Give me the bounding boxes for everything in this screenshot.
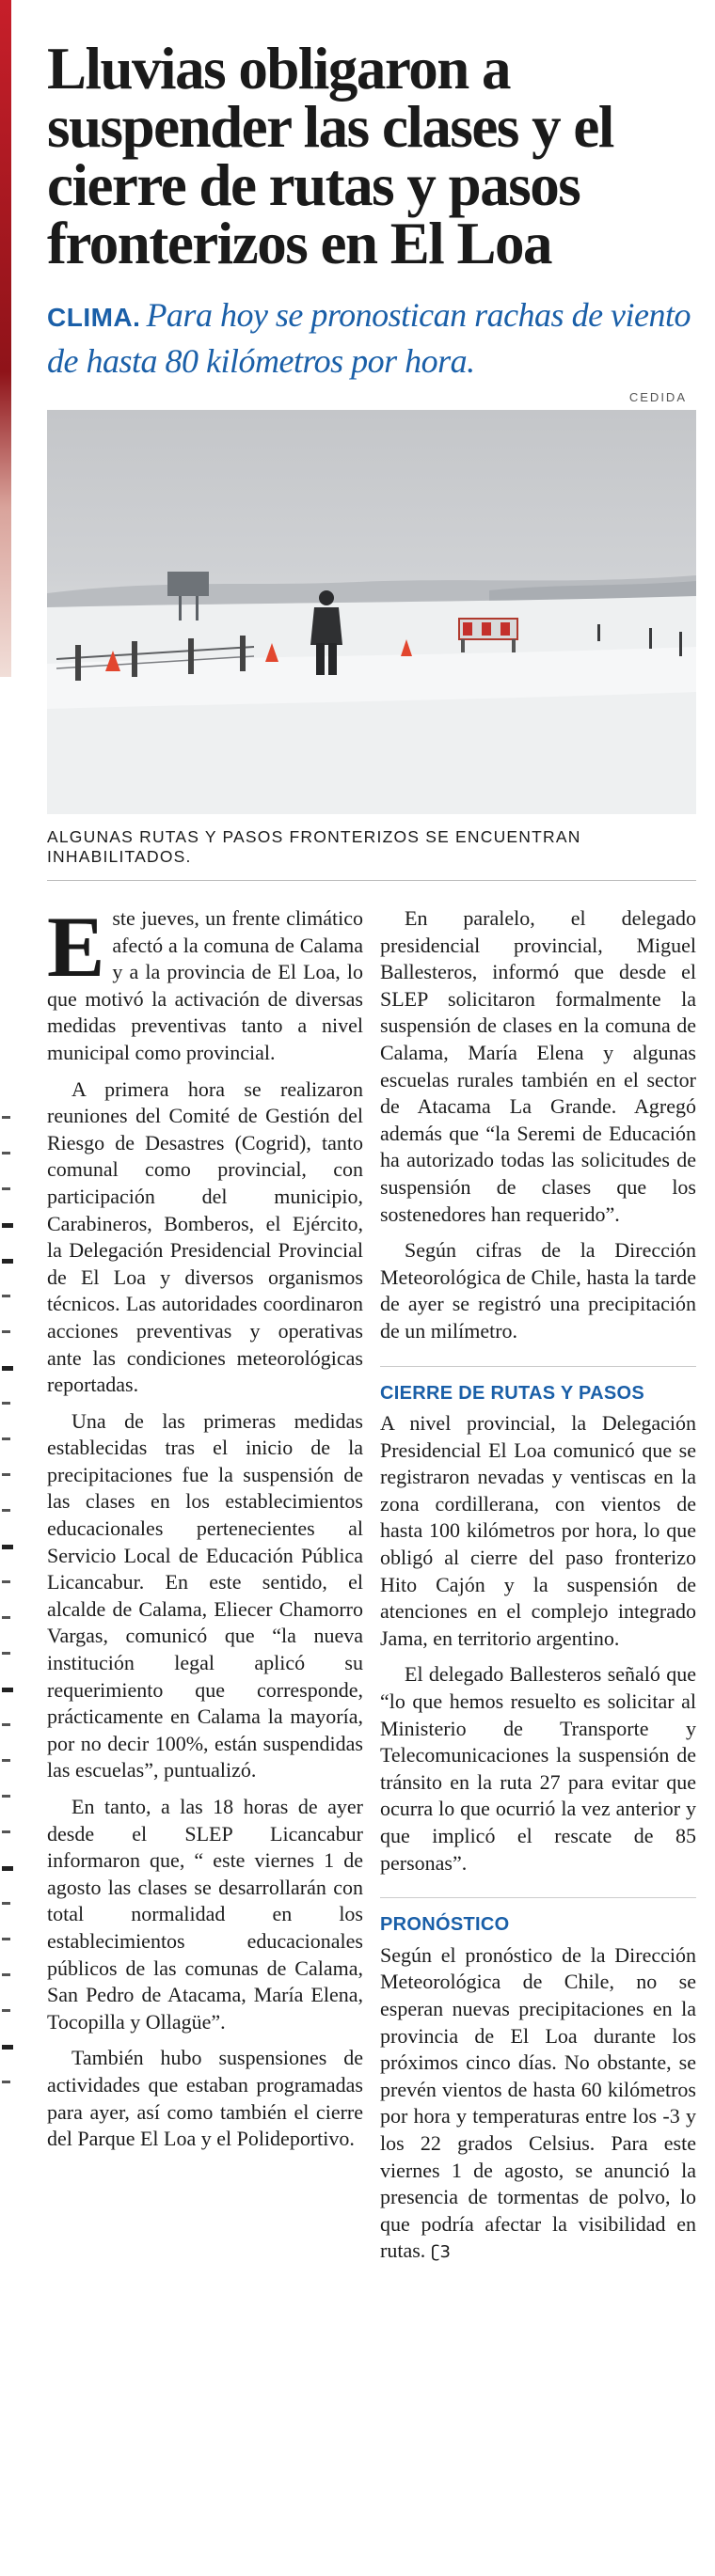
photo-credit: CEDIDA [628, 390, 687, 404]
body-column-right [380, 905, 696, 2276]
neighbor-article-fragment [0, 0, 21, 2576]
body-column-left [47, 899, 363, 2276]
paragraph-1 [47, 899, 363, 1067]
paragraph-10 [380, 1942, 696, 2267]
paragraph-1-text: ste jueves, un frente climático afectó a la comuna de Calama y a la provincia de El Loa, lo que motivó la activación de diversas medidas preventivas tanto a nivel municipal como provincial. [47, 906, 363, 1064]
sign-pole-left [179, 596, 182, 620]
paragraph-3: Una de las primeras medidas establecidas tras el inicio de la precipitaciones fue la suspensión de las clases en los establecimientos educacionales pertenecientes al Servicio Local de Educación Pública Licancabur. En este sentido, el alcalde de Calama, Eliecer Chamorro Vargas, comunicó que “la nueva institución legal aplicó su requerimiento que corresponde, prácticamente en Calama la mayoría, por no decir 100%, están suspendidas las escuelas”, puntualizó. [47, 1408, 363, 1783]
neighbor-text-fragments [2, 1109, 17, 2116]
road-sign [167, 572, 209, 596]
paragraph-6: En paralelo, el delegado presidencial provincial, Miguel Ballesteros, informó que desde el SLEP solicitaron formalmente la suspensión de clases en la comuna de Calama, María Elena y algunas escuelas rurales también en el sector de Atacama La Grande. Agregó además que “la Seremi de Educación ha autorizado todas las solicitudes de suspensión de clases que los sostenedores han requerido”. [380, 906, 696, 1226]
neighbor-photo-fragment [0, 0, 11, 677]
paragraph-5: También hubo suspensiones de actividades que estaban programadas para ayer, así como también el cierre del Parque El Loa y el Polideportivo. [47, 2046, 363, 2151]
kicker-text: Para hoy se pronostican rachas de viento de hasta 80 kilómetros por hora. [47, 296, 691, 380]
subhead-road-closures: CIERRE DE RUTAS Y PASOS [380, 1366, 696, 1407]
photo-illustration [47, 410, 696, 814]
headline: Lluvias obligaron a suspender las clases y el cierre de rutas y pasos fronterizos en El Loa [47, 36, 613, 276]
news-article [47, 0, 696, 2276]
photo-caption: ALGUNAS RUTAS Y PASOS FRONTERIZOS SE ENCUENTRAN INHABILITADOS. [47, 827, 696, 881]
sign-pole-right [196, 596, 199, 620]
subhead-forecast: PRONÓSTICO [380, 1897, 696, 1939]
end-mark-icon: ʗ3 [431, 2242, 451, 2263]
paragraph-9: El delegado Ballesteros señaló que “lo que hemos resuelto es solicitar al Ministerio de Transporte y Telecomunicaciones la suspensión de tránsito en la ruta 27 para evitar que ocurra lo que ocurrió la vez anterior y que implicó el rescate de 85 personas”. [380, 1662, 696, 1875]
kicker-tag: CLIMA. [47, 303, 141, 332]
paragraph-2: A primera hora se realizaron reuniones del Comité de Gestión del Riesgo de Desastres (Cogrid), tanto comunal como provincial, con participación del municipio, Carabineros, Bomberos, el Ejército, la Delegación Presidencial Provincial de El Loa y diversos organismos técnicos. Las autoridades coordinaron acciones preventivas y operativas ante las condiciones meteorológicas reportadas. [47, 1076, 363, 1397]
snow-road-photo [47, 410, 696, 814]
dropcap: E [47, 899, 105, 995]
paragraph-7: Según cifras de la Dirección Meteorológica de Chile, hasta la tarde de ayer se registró una precipitación de un milímetro. [380, 1238, 696, 1343]
paragraph-10-text: Según el pronóstico de la Dirección Meteorológica de Chile, no se esperan nuevas precipitaciones en la provincia de El Loa durante los próximos cinco días. No obstante, se prevén vientos de hasta 60 kilómetros por hora y temperaturas entre los -3 y los 22 grados Celsius. Para este viernes 1 de agosto, se anunció la presencia de tormentas de polvo, lo que podría afectar la visibilidad en rutas. [380, 1942, 696, 2263]
kicker [47, 293, 696, 383]
paragraph-8: A nivel provincial, la Delegación Presidencial El Loa comunicó que se registraron nevadas y ventiscas en la zona cordillerana, con vientos de hasta 100 kilómetros por hora, lo que obligó al cierre del paso fronterizo Hito Cajón y la suspensión de atenciones en el complejo integrado Jama, en territorio argentino. [380, 1411, 696, 1650]
paragraph-4: En tanto, a las 18 horas de ayer desde el SLEP Licancabur informaron que, “ este viernes 1 de agosto las clases se desarrollarán con total normalidad en los establecimientos educacionales públicos de las comunas de Calama, San Pedro de Atacama, María Elena, Tocopilla y Ollagüe”. [47, 1795, 363, 2034]
article-body [47, 899, 696, 2276]
